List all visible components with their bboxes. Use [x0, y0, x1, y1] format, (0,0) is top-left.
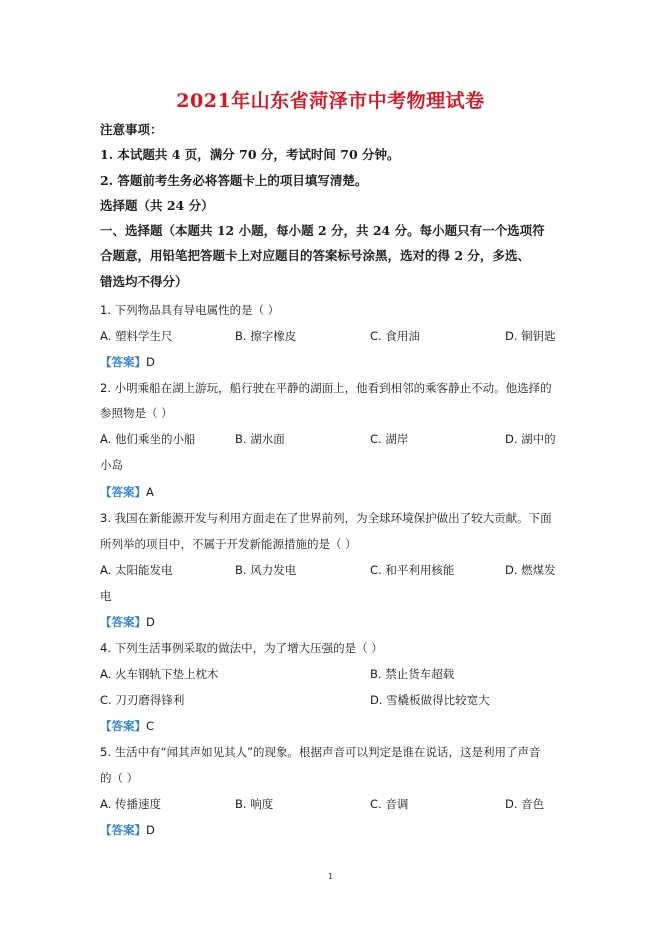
page-number: 1 — [327, 872, 334, 881]
question-3-stem-line-1: 3. 我国在新能源开发与利用方面走在了世界前列，为全球环境保护做出了较大贡献。下面 — [100, 511, 552, 525]
section-instructions-line-3: 错选均不得分） — [100, 274, 188, 289]
question-4-option-b: B. 禁止货车超载 — [370, 667, 455, 681]
question-4-option-d: D. 雪橇板做得比较宽大 — [370, 693, 490, 707]
answer-value: C — [146, 719, 155, 733]
answer-tag: 【答案】 — [100, 615, 146, 629]
question-4-option-c: C. 刀刃磨得锋利 — [100, 693, 185, 707]
notice-item-2: 2. 答题前考生务必将答题卡上的项目填写清楚。 — [100, 173, 368, 188]
question-1-option-a: A. 塑料学生尺 — [100, 329, 173, 343]
question-3-stem-line-2: 所列举的项目中，不属于开发新能源措施的是（ ） — [100, 537, 357, 551]
question-5-option-a: A. 传播速度 — [100, 797, 161, 811]
question-1-option-c: C. 食用油 — [370, 329, 420, 343]
section-instructions-line-1: 一、选择题（本题共 12 小题，每小题 2 分，共 24 分。每小题只有一个选项符 — [100, 223, 545, 238]
question-3-answer — [100, 614, 155, 630]
answer-value: A — [146, 485, 154, 499]
section-instructions-line-2: 合题意，用铅笔把答题卡上对应题目的答案标号涂黑，选对的得 2 分，多选、 — [100, 248, 530, 263]
page-title: 2021年山东省菏泽市中考物理试卷 — [176, 90, 485, 112]
question-2-option-d: D. 湖中的 — [505, 432, 556, 446]
question-2-answer — [100, 484, 154, 500]
section-heading: 选择题（共 24 分） — [100, 198, 214, 213]
question-2-stem-line-2: 参照物是（ ） — [100, 406, 173, 420]
question-5-answer — [100, 822, 155, 838]
question-5-stem-line-1: 5. 生活中有“闻其声如见其人”的现象。根据声音可以判定是谁在说话，这是利用了声音 — [100, 745, 541, 759]
question-5-stem-line-2: 的（ ） — [100, 771, 139, 785]
question-2-option-a: A. 他们乘坐的小船 — [100, 432, 196, 446]
question-2-option-wrap: 小岛 — [100, 458, 123, 472]
question-3-option-b: B. 风力发电 — [235, 563, 297, 577]
answer-tag: 【答案】 — [100, 719, 146, 733]
question-1-option-b: B. 擦字橡皮 — [235, 329, 297, 343]
answer-tag: 【答案】 — [100, 355, 146, 369]
question-5-option-c: C. 音调 — [370, 797, 409, 811]
question-5-option-b: B. 响度 — [235, 797, 274, 811]
question-3-option-d: D. 燃煤发 — [505, 563, 556, 577]
question-2-stem-line-1: 2. 小明乘船在湖上游玩，船行驶在平静的湖面上，他看到相邻的乘客静止不动。他选择的 — [100, 381, 552, 395]
question-1-option-d: D. 铜钥匙 — [505, 329, 556, 343]
question-4-stem: 4. 下列生活事例采取的做法中，为了增大压强的是（ ） — [100, 641, 383, 655]
question-2-option-c: C. 湖岸 — [370, 432, 409, 446]
question-3-option-a: A. 太阳能发电 — [100, 563, 173, 577]
question-2-option-b: B. 湖水面 — [235, 432, 285, 446]
answer-value: D — [146, 355, 155, 369]
question-3-option-wrap: 电 — [100, 589, 112, 603]
notice-heading: 注意事项： — [100, 122, 163, 137]
notice-item-1: 1. 本试题共 4 页，满分 70 分，考试时间 70 分钟。 — [100, 147, 400, 162]
question-4-answer — [100, 718, 154, 734]
question-3-option-c: C. 和平利用核能 — [370, 563, 455, 577]
answer-tag: 【答案】 — [100, 823, 146, 837]
question-1-stem: 1. 下列物品具有导电属性的是（ ） — [100, 303, 280, 317]
question-5-option-d: D. 音色 — [505, 797, 545, 811]
answer-tag: 【答案】 — [100, 485, 146, 499]
question-1-answer — [100, 354, 155, 370]
answer-value: D — [146, 615, 155, 629]
answer-value: D — [146, 823, 155, 837]
question-4-option-a: A. 火车钢轨下垫上枕木 — [100, 667, 219, 681]
